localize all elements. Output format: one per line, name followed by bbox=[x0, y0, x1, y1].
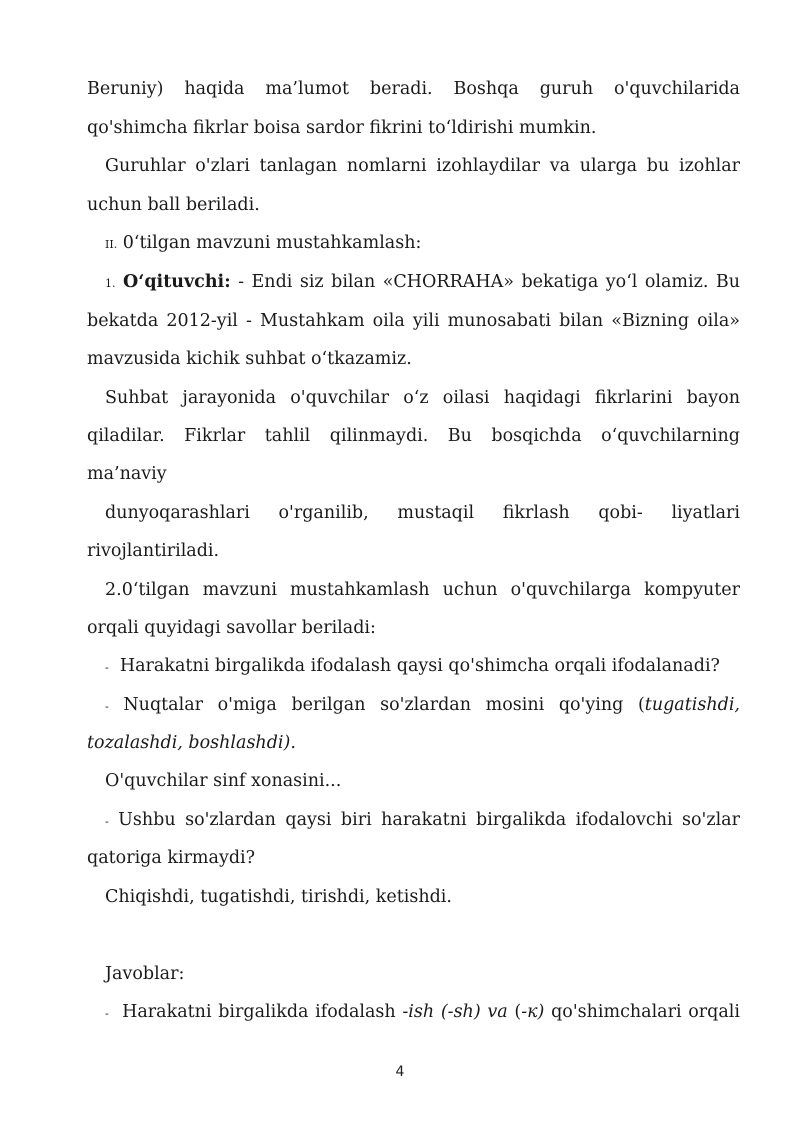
paragraph-line: Chiqishdi, tugatishdi, tirishdi, ketishdi. bbox=[105, 887, 452, 907]
dash-marker: - bbox=[105, 661, 109, 674]
question-item bbox=[105, 694, 740, 718]
answer-text: ( bbox=[507, 1002, 522, 1022]
paragraph-line: orqali quyidagi savollar beriladi: bbox=[87, 618, 376, 638]
paragraph-line: bekatda 2012-yil - Mustahkam oila yili munosabati bilan «Bizning oila» bbox=[87, 311, 740, 331]
item-number: 1. bbox=[105, 277, 116, 290]
question-text: Harakatni birgalikda ifodalash qaysi qo'shimcha orqali ifodalanadi? bbox=[119, 656, 720, 676]
section-heading bbox=[105, 232, 740, 256]
paragraph-line: qo'shimcha fikrlar boisa sardor fikrini to‘ldirishi mumkin. bbox=[87, 118, 597, 138]
question-item bbox=[105, 655, 740, 679]
numbered-item-line bbox=[105, 271, 740, 295]
paragraph-line: qatoriga kirmaydi? bbox=[87, 848, 256, 868]
paragraph-line: Suhbat jarayonida o'quvchilar o‘z oilasi haqidagi fikrlarini bayon bbox=[105, 388, 740, 408]
paragraph-line: ma’naviy bbox=[87, 464, 167, 484]
italic-words: tugatishdi, bbox=[644, 695, 740, 715]
answers-heading: Javoblar: bbox=[105, 964, 185, 984]
dash-marker: - bbox=[105, 700, 109, 713]
dash-marker: - bbox=[105, 815, 109, 828]
question-text: Nuqtalar o'miga berilgan so'zlardan mosini qo'ying ( bbox=[123, 695, 645, 715]
paragraph-line bbox=[87, 732, 740, 754]
paragraph-line: Beruniy) haqida ma’lumot beradi. Boshqa guruh o'quvchilarida bbox=[87, 79, 740, 99]
italic-suffix: -ish (-sh) va bbox=[402, 1002, 508, 1022]
dash-marker: - bbox=[105, 1007, 109, 1020]
paragraph-line: dunyoqarashlari o'rganilib, mustaqil fikrlash qobi- liyatlari bbox=[105, 503, 740, 523]
roman-numeral-marker: II. bbox=[105, 238, 118, 251]
section-heading-text: 0‘tilgan mavzuni mustahkamlash: bbox=[122, 233, 422, 253]
speaker-label: O‘qituvchi: bbox=[122, 272, 231, 292]
answer-item bbox=[105, 1001, 740, 1025]
paragraph-line: qiladilar. Fikrlar tahlil qilinmaydi. Bu bosqichda o‘quvchilarning bbox=[87, 426, 740, 446]
question-item bbox=[105, 809, 740, 833]
question-text: Ushbu so'zlardan qaysi biri harakatni birgalikda ifodalovchi so'zlar bbox=[118, 810, 740, 830]
italic-words: tozalashdi, boshlashdi). bbox=[87, 733, 296, 753]
paragraph-line: mavzusida kichik suhbat o‘tkazamiz. bbox=[87, 349, 412, 369]
paragraph-line: O'quvchilar sinf xonasini... bbox=[105, 771, 342, 791]
answer-text: qo'shimchalari orqali bbox=[544, 1002, 740, 1022]
paragraph-line: Guruhlar o'zlari tanlagan nomlarni izohlaydilar va ularga bu izohlar bbox=[105, 156, 740, 176]
page-number: 4 bbox=[395, 1064, 405, 1080]
paragraph-line: rivojlantiriladi. bbox=[87, 541, 220, 561]
speaker-text: - Endi siz bilan «CHORRAHA» bekatiga yo‘l olamiz. Bu bbox=[230, 272, 740, 292]
paragraph-line: 2.0‘tilgan mavzuni mustahkamlash uchun o'quvchilarga kompyuter bbox=[105, 580, 740, 600]
italic-suffix: -к) bbox=[521, 1002, 545, 1022]
paragraph-line: uchun ball beriladi. bbox=[87, 195, 260, 215]
answer-text: Harakatni birgalikda ifodalash bbox=[122, 1002, 403, 1022]
